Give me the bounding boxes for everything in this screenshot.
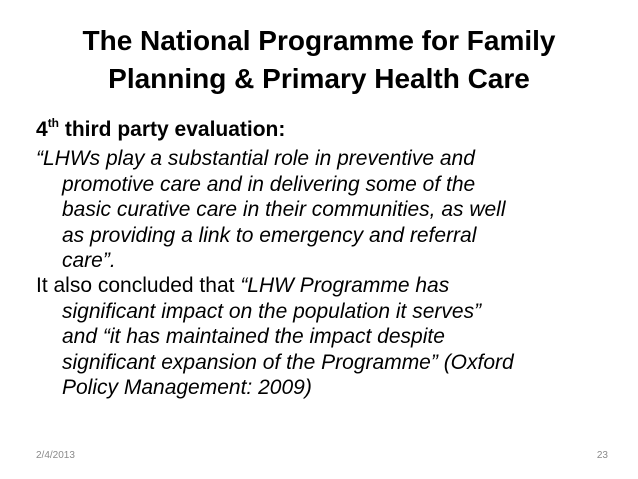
slide-body [36, 117, 608, 400]
title-line-2: Planning & Primary Health Care [108, 63, 530, 94]
conclusion-line: significant impact on the population it serves” [62, 299, 482, 323]
conclusion-line: Policy Management: 2009) [62, 376, 312, 400]
evaluation-quote [36, 146, 608, 273]
slide-title [30, 22, 608, 98]
heading-text: third party evaluation: [59, 118, 286, 141]
conclusion-quote-start: “LHW Programme has [240, 274, 450, 298]
quote-line: care”. [62, 249, 116, 273]
conclusion-first-line [36, 273, 608, 298]
conclusion-paragraph [36, 273, 608, 400]
quote-line: basic curative care in their communities, as well [62, 198, 506, 222]
quote-line: “LHWs play a substantial role in preventive and [36, 147, 475, 171]
heading-number: 4 [36, 118, 48, 141]
evaluation-heading [36, 117, 608, 142]
quote-line: promotive care and in delivering some of the [62, 172, 476, 196]
quote-line: as providing a link to emergency and referral [62, 223, 477, 247]
footer-date: 2/4/2013 [36, 450, 75, 461]
heading-ordinal-suffix: th [47, 116, 60, 130]
conclusion-line: significant expansion of the Programme” (Oxford [62, 350, 514, 374]
conclusion-line: and “it has maintained the impact despite [62, 325, 445, 349]
page-number: 23 [596, 450, 608, 461]
conclusion-intro: It also concluded that [36, 274, 241, 298]
title-line-1: The National Programme for Family [82, 25, 556, 56]
